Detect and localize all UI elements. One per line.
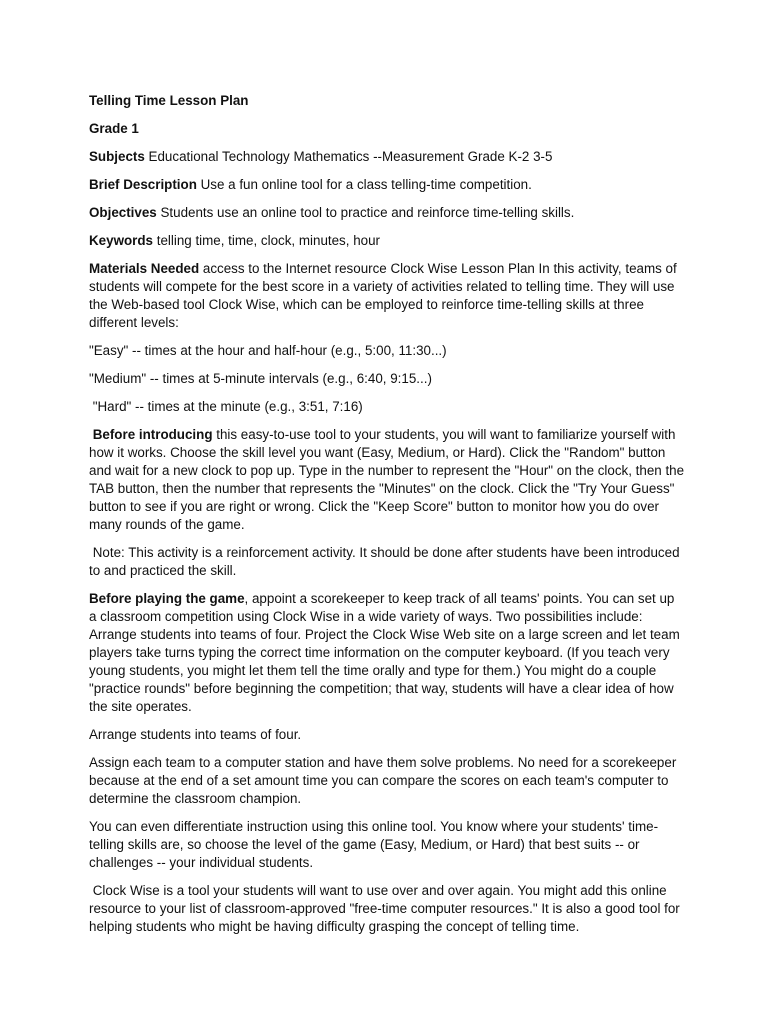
objectives-label: Objectives	[89, 205, 157, 220]
keywords-text: telling time, time, clock, minutes, hour	[156, 233, 380, 248]
before-playing-paragraph	[89, 590, 685, 716]
assign-paragraph: Assign each team to a computer station and have them solve problems. No need for a scorekeeper because at the end of a set amount time you can compare the scores on each team's computer to determine the classroom champion.	[89, 755, 677, 806]
objectives-text: Students use an online tool to practice and reinforce time-telling skills.	[160, 205, 575, 220]
lesson-title: Telling Time Lesson Plan	[89, 93, 249, 108]
grade-line: Grade 1	[89, 121, 139, 136]
differentiate-paragraph: You can even differentiate instruction using this online tool. You know where your students' time-telling skills are, so choose the level of the game (Easy, Medium, or Hard) that best suits -- or challenges -- your individual students.	[89, 819, 659, 870]
materials-label: Materials Needed	[89, 261, 200, 276]
before-introducing-text: this easy-to-use tool to your students, you will want to familiarize yourself with how it works. Choose the skill level you want (Easy, Medium, or Hard). Click the "Random" button and wait for a new clock to pop up. Type in the number to represent the "Hour" on the clock, then the TAB button, then the number that represents the "Minutes" on the clock. Click the "Try Your Guess" button to see if you are right or wrong. Click the "Keep Score" button to monitor how you do over many rounds of the game.	[89, 427, 688, 532]
subjects-label: Subjects	[89, 149, 145, 164]
brief-description-text: Use a fun online tool for a class telling-time competition.	[200, 177, 532, 192]
document-body	[89, 92, 688, 946]
closing-paragraph: Clock Wise is a tool your students will want to use over and over again. You might add this online resource to your list of classroom-approved "free-time computer resources." It is also a good tool for helping students who might be having difficulty grasping the concept of telling time.	[89, 883, 684, 934]
note-paragraph: Note: This activity is a reinforcement activity. It should be done after students have been introduced to and practiced the skill.	[89, 545, 684, 578]
brief-description-label: Brief Description	[89, 177, 197, 192]
brief-description-paragraph	[89, 176, 685, 194]
materials-text: access to the Internet resource Clock Wise Lesson Plan In this activity, teams of students will compete for the best score in a variety of activities related to telling time. They will use the Web-based tool Clock Wise, which can be employed to reinforce time-telling skills at three different levels:	[89, 261, 677, 330]
keywords-paragraph	[89, 232, 685, 250]
level-easy: "Easy" -- times at the hour and half-hour (e.g., 5:00, 11:30...)	[89, 343, 447, 358]
keywords-label: Keywords	[89, 233, 153, 248]
before-playing-label: Before playing the game	[89, 591, 245, 606]
arrange-paragraph: Arrange students into teams of four.	[89, 727, 302, 742]
level-medium: "Medium" -- times at 5-minute intervals (e.g., 6:40, 9:15...)	[89, 371, 432, 386]
before-introducing-label: Before introducing	[89, 427, 213, 442]
materials-paragraph	[89, 260, 685, 332]
level-hard: "Hard" -- times at the minute (e.g., 3:51, 7:16)	[89, 399, 363, 414]
objectives-paragraph	[89, 204, 685, 222]
subjects-text: Educational Technology Mathematics --Measurement Grade K-2 3-5	[148, 149, 553, 164]
before-introducing-paragraph	[89, 426, 688, 534]
subjects-paragraph	[89, 148, 685, 166]
before-playing-text: , appoint a scorekeeper to keep track of all teams' points. You can set up a classroom competition using Clock Wise in a wide variety of ways. Two possibilities include: Arrange students into teams of four. Project the Clock Wise Web site on a large screen and let team players take turns typing the correct time information on the computer keyboard. (If you teach very young students, you might let them tell the time orally and type for them.) You might do a couple "practice rounds" before beginning the competition; that way, students will have a clear idea of how the site operates.	[89, 591, 680, 714]
